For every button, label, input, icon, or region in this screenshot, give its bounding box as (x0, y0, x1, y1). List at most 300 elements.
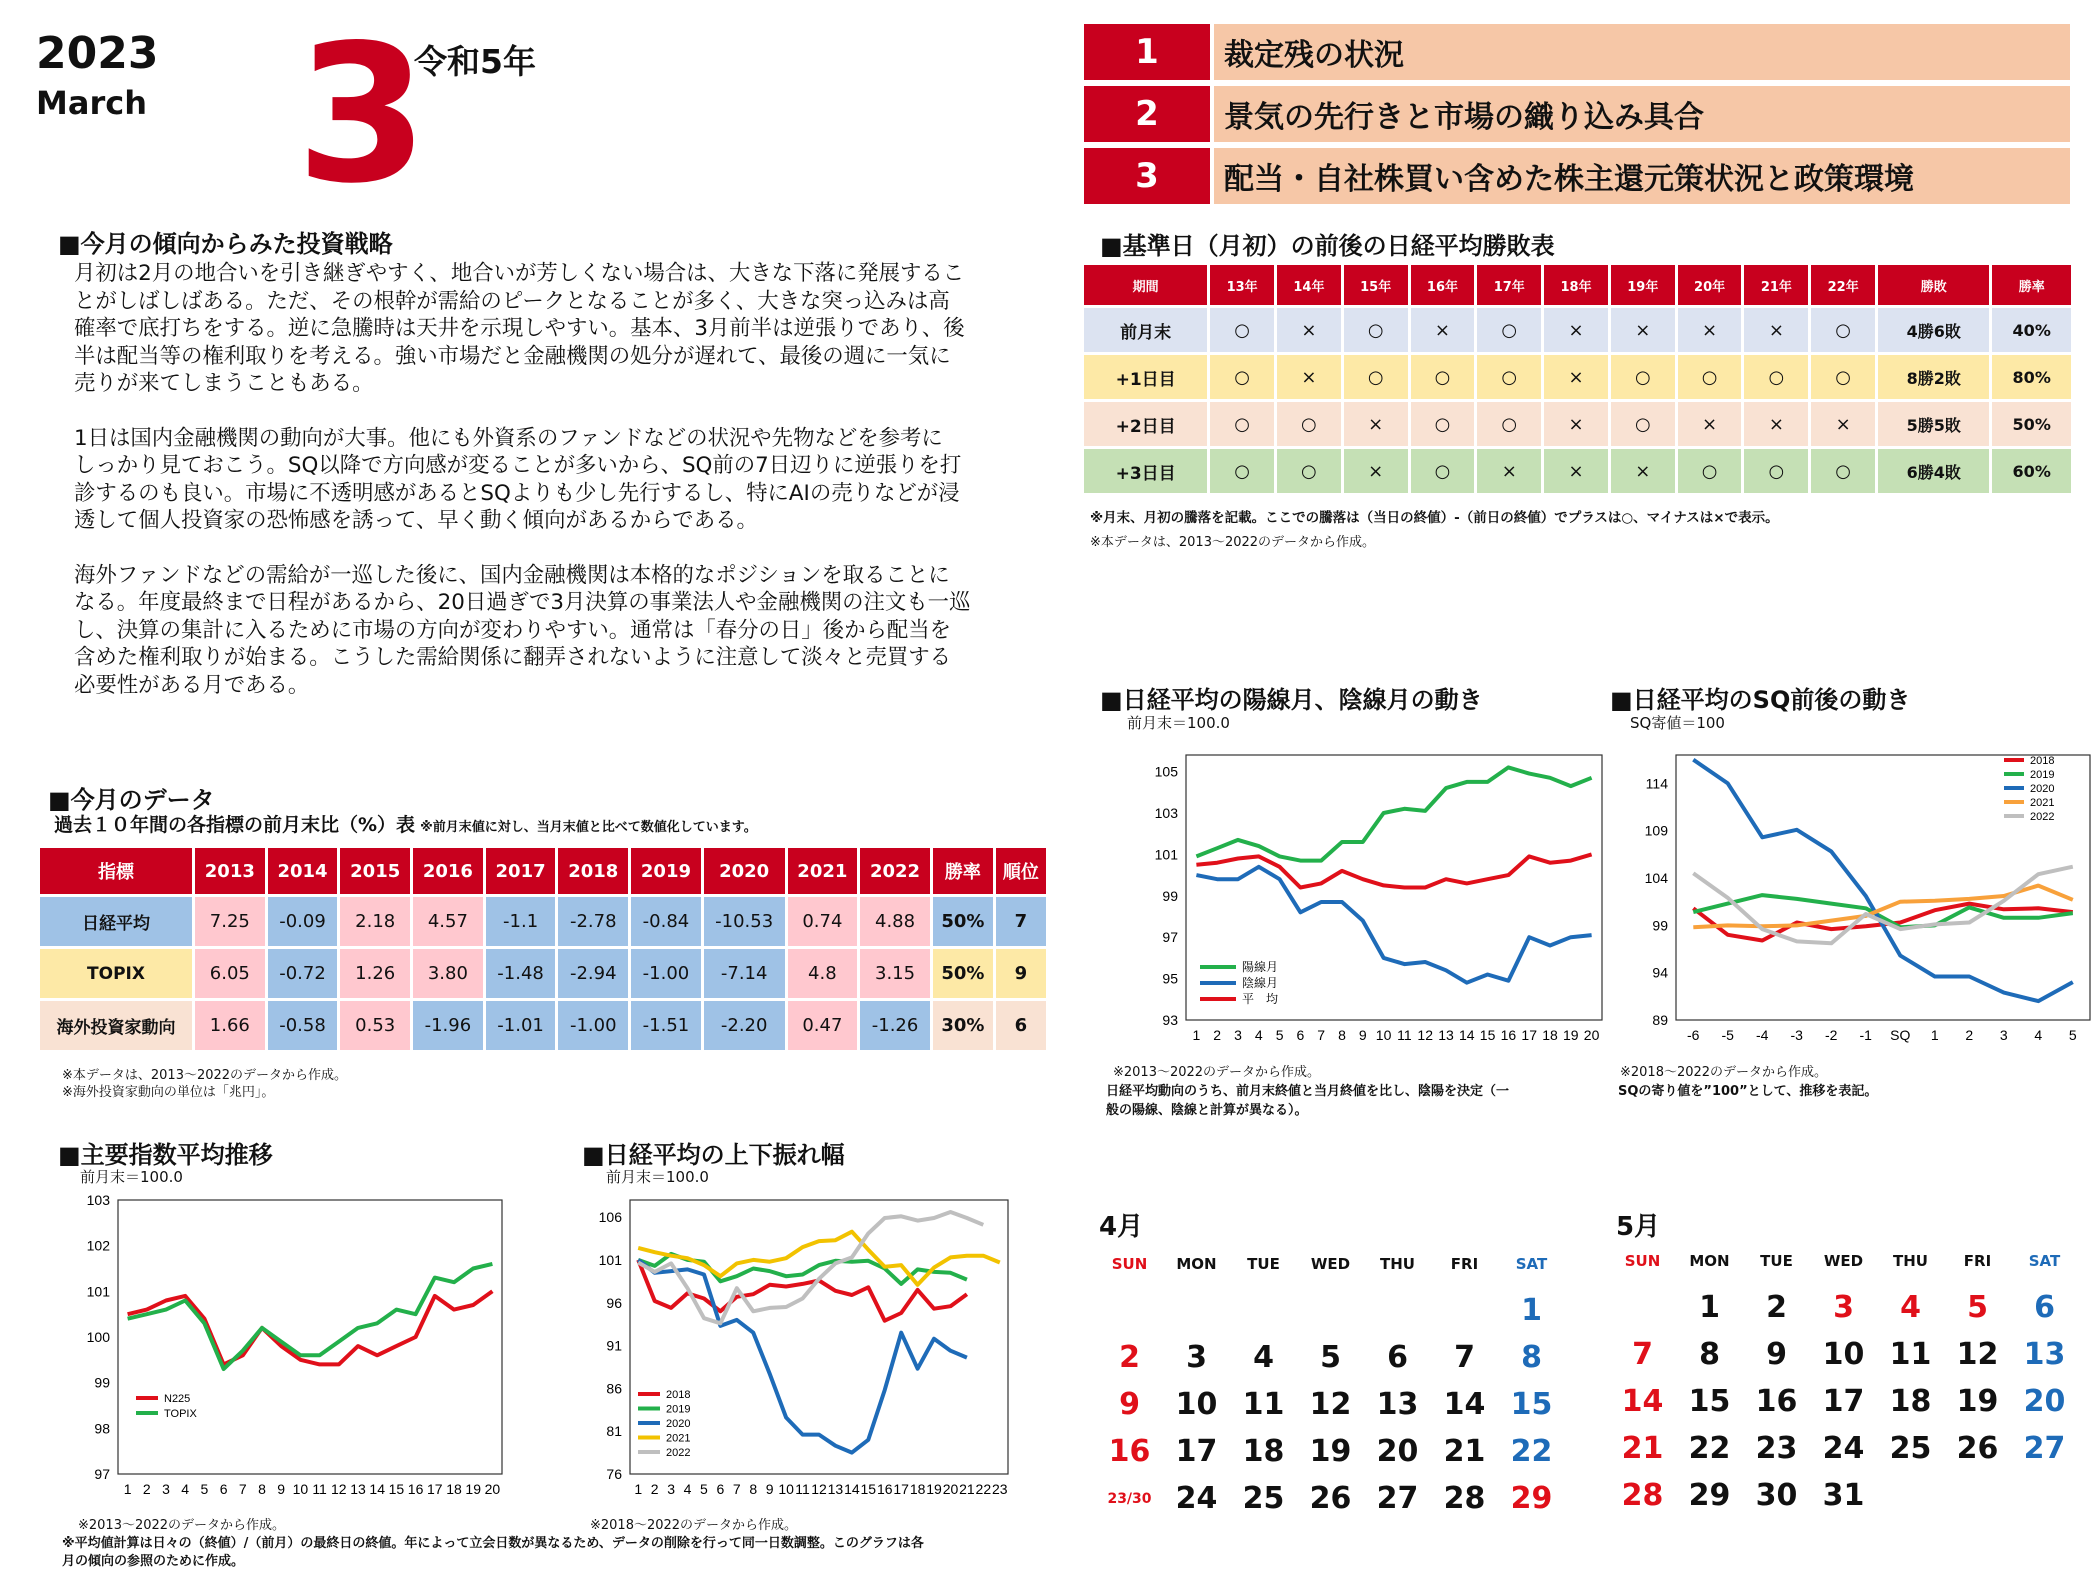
strategy-line: 海外ファンドなどの需給が一巡した後に、国内金融機関は本格的なポジションを取ることに (74, 562, 950, 588)
index-chart (70, 1188, 510, 1508)
x-tick-label: 14 (844, 1481, 860, 1497)
month-data-title: ■今月のデータ (48, 786, 215, 814)
calendar-day: 7 (1632, 1337, 1653, 1372)
result-cell: ○ (1477, 402, 1541, 446)
strategy-line: 透して個人投資家の恐怖感を誘って、早く動く傾向があるからである。 (74, 508, 758, 533)
legend-label: 2021 (666, 1432, 691, 1445)
win-loss-header: 13年 (1210, 265, 1274, 305)
month-data-subtitle: 過去１０年間の各指標の前月末比（%）表 (54, 814, 416, 836)
x-tick-label: 3 (1999, 1027, 2008, 1043)
calendar-empty (2011, 1472, 2078, 1519)
value-cell: -1.00 (558, 1001, 628, 1050)
x-tick-label: 6 (716, 1481, 725, 1497)
yin-yang-chart-note: 日経平均動向のうち、前月末終値と当月終値を比し、陰陽を決定（一 (1106, 1084, 1510, 1099)
strategy-paragraph (74, 425, 1039, 535)
result-cell: ○ (1210, 308, 1274, 352)
x-tick-label: 12 (331, 1481, 347, 1497)
era-year: 令和5年 (414, 42, 536, 81)
x-tick-label: 21 (959, 1481, 975, 1497)
x-tick-label: 1 (1930, 1027, 1939, 1043)
value-cell: -0.84 (631, 897, 701, 946)
data-header: 2016 (413, 848, 483, 894)
y-tick-label: 93 (1162, 1012, 1178, 1028)
strategy-line: とがしばしばある。ただ、その根幹が需給のピークとなることが多く、大きな突っ込みは高 (74, 288, 950, 314)
x-tick-label: 16 (876, 1481, 893, 1497)
x-tick-label: 15 (1479, 1027, 1496, 1043)
value-cell: 1.66 (195, 1001, 265, 1050)
x-tick-label: 13 (350, 1481, 366, 1497)
win-loss-header: 22年 (1811, 265, 1875, 305)
x-tick-label: 14 (1459, 1027, 1475, 1043)
y-tick-label: 89 (1652, 1012, 1668, 1028)
result-cell: × (1678, 402, 1742, 446)
x-tick-label: 3 (667, 1481, 675, 1497)
legend-label: 平 均 (1242, 992, 1279, 1006)
win-loss-row (1084, 355, 2071, 399)
may-title: 5月 (1616, 1212, 1661, 1242)
y-tick-label: 95 (1162, 970, 1178, 987)
calendar-empty (1944, 1472, 2011, 1519)
calendar-day: 16 (1755, 1384, 1798, 1419)
data-header: 指標 (40, 848, 192, 894)
x-tick-label: 20 (942, 1481, 959, 1497)
rate-cell: 40% (1992, 308, 2071, 352)
plot-area (118, 1200, 502, 1474)
x-tick-label: 19 (465, 1481, 481, 1497)
strategy-line: 月初は2月の地合いを引き継ぎやすく、地合いが芳しくない場合は、大きな下落に発展するこ (74, 261, 965, 286)
strategy-paragraph (74, 562, 1039, 700)
result-cell: ○ (1811, 449, 1875, 493)
win-loss-source: ※本データは、2013～2022のデータから作成。 (1090, 535, 1376, 550)
result-cell: ○ (1811, 355, 1875, 399)
calendar-day: 10 (1822, 1337, 1865, 1372)
y-tick-label: 81 (606, 1423, 622, 1440)
x-tick-label: 19 (926, 1481, 942, 1497)
calendar-day: 28 (1621, 1478, 1664, 1513)
calendar-day: 16 (1108, 1434, 1151, 1469)
row-label: +1日目 (1084, 355, 1207, 399)
calendar-day: 8 (1521, 1340, 1542, 1375)
x-tick-label: -2 (1825, 1027, 1838, 1043)
rank-cell: 9 (996, 949, 1046, 998)
x-tick-label: 9 (277, 1481, 286, 1497)
x-tick-label: 23 (991, 1481, 1008, 1497)
strategy-text (74, 260, 1039, 726)
yin-yang-chart-title: ■日経平均の陽線月、陰線月の動き (1100, 686, 1483, 714)
calendar-empty (1609, 1284, 1676, 1331)
x-tick-label: 1 (634, 1481, 643, 1497)
win-rate-cell: 50% (933, 949, 993, 998)
y-tick-label: 97 (1162, 929, 1178, 946)
x-tick-label: 15 (388, 1481, 405, 1497)
result-cell: ○ (1611, 355, 1675, 399)
yin-yang-chart-note-2: 般の陽線、陰線と計算が異なる）。 (1106, 1103, 1308, 1118)
result-cell: × (1344, 402, 1408, 446)
result-cell: × (1744, 308, 1808, 352)
x-tick-label: 11 (1397, 1027, 1412, 1043)
indicator-label: 海外投資家動向 (40, 1001, 192, 1050)
value-cell: -1.01 (486, 1001, 556, 1050)
x-tick-label: 18 (1542, 1027, 1558, 1043)
value-cell: 7.25 (195, 897, 265, 946)
result-cell: ○ (1411, 402, 1475, 446)
calendar-day: 9 (1119, 1387, 1140, 1422)
weekday-header: MON (1176, 1254, 1217, 1273)
x-tick-label: 2 (1965, 1027, 1974, 1043)
y-tick-label: 103 (1154, 804, 1178, 821)
x-tick-label: 16 (407, 1481, 424, 1497)
y-tick-label: 100 (86, 1329, 110, 1345)
win-loss-header: 14年 (1277, 265, 1341, 305)
x-tick-label: 12 (1417, 1027, 1433, 1043)
x-tick-label: 19 (1563, 1027, 1579, 1043)
calendar-day: 14 (1621, 1384, 1664, 1419)
calendar-day: 11 (1242, 1387, 1285, 1422)
value-cell: 4.57 (413, 897, 483, 946)
calendar-day: 2 (1119, 1340, 1140, 1375)
weekday-header: THU (1893, 1251, 1928, 1270)
value-cell: 4.8 (788, 949, 858, 998)
theme-number: 3 (1084, 148, 1210, 204)
calendar-day: 23 (1755, 1431, 1798, 1466)
calendar-day: 13 (1376, 1387, 1419, 1422)
x-tick-label: 9 (1358, 1027, 1367, 1043)
x-tick-label: 7 (238, 1481, 247, 1497)
strategy-line: なる。年度最終まで日程があるから、20日過ぎで3月決算の事業法人や金融機関の注文も一巡 (74, 590, 971, 615)
y-tick-label: 99 (1162, 887, 1178, 904)
value-cell: 4.88 (860, 897, 930, 946)
calendar-day: 18 (1242, 1434, 1285, 1469)
weekday-header: THU (1380, 1254, 1415, 1273)
win-loss-header: 期間 (1084, 265, 1207, 305)
calendar-day: 20 (2023, 1384, 2066, 1419)
value-cell: 3.15 (860, 949, 930, 998)
value-cell: -1.48 (486, 949, 556, 998)
yin-yang-chart-source: ※2013～2022のデータから作成。 (1113, 1065, 1321, 1080)
x-tick-label: -4 (1756, 1027, 1769, 1043)
x-tick-label: 10 (292, 1481, 309, 1497)
calendar-day: 31 (1822, 1478, 1865, 1513)
legend-label: 2022 (666, 1447, 691, 1459)
record-cell: 6勝4敗 (1878, 449, 1989, 493)
record-cell: 4勝6敗 (1878, 308, 1989, 352)
y-tick-label: 99 (1652, 917, 1668, 934)
x-tick-label: 4 (683, 1481, 692, 1497)
calendar-day: 26 (1309, 1481, 1352, 1516)
win-loss-header: 17年 (1477, 265, 1541, 305)
result-cell: × (1744, 402, 1808, 446)
win-loss-table (1081, 262, 2074, 496)
win-loss-header: 15年 (1344, 265, 1408, 305)
strategy-line: 含めた権利取りが始まる。こうした需給関係に翻弄されないように注意して淡々と売買する (74, 645, 952, 670)
calendar-day: 15 (1688, 1384, 1731, 1419)
win-rate-cell: 30% (933, 1001, 993, 1050)
x-tick-label: -3 (1790, 1027, 1803, 1043)
calendar-empty (1431, 1287, 1498, 1334)
y-tick-label: 104 (1644, 870, 1668, 887)
y-tick-label: 97 (94, 1466, 110, 1482)
weekday-header: MON (1689, 1251, 1730, 1270)
x-tick-label: 17 (893, 1481, 909, 1497)
data-header: 2018 (558, 848, 628, 894)
legend-label: 2018 (666, 1389, 691, 1401)
result-cell: ○ (1411, 355, 1475, 399)
sq-chart-subtitle: SQ寄値＝100 (1630, 714, 1725, 732)
calendar-day: 22 (1688, 1431, 1731, 1466)
weekday-header: TUE (1247, 1254, 1280, 1273)
data-header: 2015 (340, 848, 410, 894)
win-loss-row (1084, 402, 2071, 446)
index-chart-subtitle: 前月末＝100.0 (80, 1168, 183, 1186)
calendar-day: 15 (1510, 1387, 1553, 1422)
april-calendar (1096, 1240, 1565, 1522)
rate-cell: 80% (1992, 355, 2071, 399)
y-tick-label: 98 (94, 1420, 110, 1437)
result-cell: × (1544, 308, 1608, 352)
result-cell: ○ (1411, 449, 1475, 493)
value-cell: -7.14 (704, 949, 785, 998)
x-tick-label: 12 (811, 1481, 827, 1497)
legend-label: 陽線月 (1242, 960, 1279, 974)
data-header: 2022 (860, 848, 930, 894)
win-loss-header: 20年 (1678, 265, 1742, 305)
calendar-day: 7 (1454, 1340, 1475, 1375)
legend-label: 2021 (2030, 797, 2055, 809)
value-cell: 0.47 (788, 1001, 858, 1050)
calendar-day: 13 (2023, 1337, 2066, 1372)
result-cell: × (1544, 449, 1608, 493)
win-loss-header: 21年 (1744, 265, 1808, 305)
value-cell: 1.26 (340, 949, 410, 998)
data-header: 勝率 (933, 848, 993, 894)
record-cell: 8勝2敗 (1878, 355, 1989, 399)
x-tick-label: 2 (1213, 1027, 1222, 1043)
month-data-subnote: ※前月末値に対し、当月末値と比べて数値化しています。 (420, 820, 757, 835)
calendar-day: 22 (1510, 1434, 1553, 1469)
y-tick-label: 101 (1154, 846, 1178, 863)
value-cell: -1.96 (413, 1001, 483, 1050)
result-cell: × (1477, 449, 1541, 493)
win-loss-header: 19年 (1611, 265, 1675, 305)
calendar-day: 4 (1900, 1290, 1921, 1325)
y-tick-label: 102 (86, 1237, 110, 1254)
calendar-day: 4 (1253, 1340, 1274, 1375)
yin-yang-chart-subtitle: 前月末＝100.0 (1127, 714, 1230, 732)
month-data-note: ※本データは、2013～2022のデータから作成。 (62, 1068, 348, 1083)
theme-row-2 (1084, 86, 2070, 142)
strategy-line: しっかり見ておこう。SQ以降で方向感が変ることが多いから、SQ前の7日辺りに逆張りを打 (74, 453, 962, 478)
win-loss-header: 16年 (1411, 265, 1475, 305)
value-cell: -0.58 (268, 1001, 338, 1050)
x-tick-label: 5 (200, 1481, 209, 1497)
legend-label: N225 (164, 1393, 191, 1405)
weekday-header: FRI (1963, 1251, 1992, 1270)
value-cell: 0.53 (340, 1001, 410, 1050)
x-tick-label: 10 (1375, 1027, 1392, 1043)
calendar-empty (1163, 1287, 1230, 1334)
x-tick-label: 8 (1338, 1027, 1346, 1043)
result-cell: × (1544, 355, 1608, 399)
value-cell: -0.09 (268, 897, 338, 946)
legend-label: 2019 (666, 1403, 691, 1416)
theme-text: 裁定残の状況 (1214, 24, 2070, 80)
win-loss-title: ■基準日（月初）の前後の日経平均勝敗表 (1100, 232, 1555, 260)
strategy-title: ■今月の傾向からみた投資戦略 (58, 230, 393, 258)
x-tick-label: 18 (909, 1481, 926, 1497)
legend-label: 陰線月 (1242, 976, 1279, 990)
month-data-subtitle-line (54, 810, 757, 837)
calendar-day: 27 (1376, 1481, 1419, 1516)
calendar-day: 9 (1766, 1337, 1787, 1372)
y-tick-label: 91 (606, 1337, 622, 1354)
calendar-day: 30 (1755, 1478, 1798, 1513)
rank-cell: 7 (996, 897, 1046, 946)
y-tick-label: 106 (598, 1209, 622, 1226)
calendar-day: 6 (1387, 1340, 1408, 1375)
weekday-header: WED (1823, 1251, 1864, 1270)
weekday-header: SAT (2028, 1251, 2061, 1270)
y-tick-label: 76 (606, 1466, 622, 1482)
calendar-day: 8 (1699, 1337, 1720, 1372)
x-tick-label: 1 (123, 1481, 132, 1497)
win-loss-header: 18年 (1544, 265, 1608, 305)
x-tick-label: 15 (860, 1481, 877, 1497)
april-title: 4月 (1099, 1212, 1144, 1242)
x-tick-label: 11 (795, 1481, 810, 1497)
calendar-day: 29 (1688, 1478, 1731, 1513)
result-cell: ○ (1277, 449, 1341, 493)
swing-chart-title: ■日経平均の上下振れ幅 (582, 1141, 845, 1169)
calendar-day: 10 (1175, 1387, 1218, 1422)
calendar-day: 5 (1967, 1290, 1988, 1325)
index-chart-note: ※平均値計算は日々の（終値）/（前月）の最終日の終値。年によって立会日数が異なるため、データの削除を行って同一日数調整。このグラフは各 (62, 1536, 924, 1551)
rank-cell: 6 (996, 1001, 1046, 1050)
weekday-header: FRI (1450, 1254, 1479, 1273)
y-tick-label: 101 (86, 1283, 110, 1300)
y-tick-label: 105 (1154, 763, 1178, 780)
legend-label: TOPIX (164, 1408, 197, 1420)
x-tick-label: 5 (700, 1481, 708, 1497)
index-chart-note-2: 月の傾向の参照のために作成。 (62, 1554, 245, 1569)
win-loss-note: ※月末、月初の騰落を記載。ここでの騰落は（当日の終値）-（前日の終値）でプラスは○、マイナスは×で表示。 (1090, 510, 1779, 526)
swing-chart (576, 1188, 1016, 1508)
calendar-day: 1 (1521, 1293, 1542, 1328)
data-header: 2019 (631, 848, 701, 894)
data-row (40, 949, 1046, 998)
calendar-day: 5 (1320, 1340, 1341, 1375)
theme-row-1 (1084, 24, 2070, 80)
weekday-header: SAT (1515, 1254, 1548, 1273)
calendar-day: 2 (1766, 1290, 1787, 1325)
legend-label: 2019 (2030, 769, 2055, 781)
data-header: 2017 (486, 848, 556, 894)
strategy-line: 1日は国内金融機関の動向が大事。他にも外資系のファンドなどの状況や先物などを参考に (74, 425, 943, 451)
x-tick-label: 20 (1583, 1027, 1600, 1043)
result-cell: ○ (1344, 355, 1408, 399)
month-number: 3 (296, 4, 429, 225)
value-cell: 0.74 (788, 897, 858, 946)
x-tick-label: -6 (1687, 1027, 1700, 1043)
legend-label: 2022 (2030, 811, 2055, 823)
value-cell: -0.72 (268, 949, 338, 998)
x-tick-label: 17 (1521, 1027, 1537, 1043)
sq-chart (1618, 735, 2098, 1055)
month-english: March (36, 84, 147, 122)
result-cell: ○ (1210, 355, 1274, 399)
sq-chart-title: ■日経平均のSQ前後の動き (1610, 686, 1911, 714)
x-tick-label: 1 (1192, 1027, 1201, 1043)
value-cell: 2.18 (340, 897, 410, 946)
win-rate-cell: 50% (933, 897, 993, 946)
calendar-day: 25 (1889, 1431, 1932, 1466)
legend-label: 2020 (666, 1418, 691, 1430)
data-row (40, 1001, 1046, 1050)
value-cell: -2.94 (558, 949, 628, 998)
index-chart-source: ※2013～2022のデータから作成。 (78, 1518, 286, 1533)
x-tick-label: 2 (142, 1481, 151, 1497)
weekday-header: SUN (1624, 1251, 1661, 1270)
result-cell: ○ (1678, 449, 1742, 493)
data-header: 2013 (195, 848, 265, 894)
result-cell: ○ (1210, 402, 1274, 446)
calendar-day: 17 (1175, 1434, 1218, 1469)
strategy-line: 売りが来てしまうこともある。 (74, 371, 374, 396)
data-header: 2021 (788, 848, 858, 894)
strategy-line: 半は配当等の権利取りを考える。強い市場だと金融機関の処分が遅れて、最後の週に一気に (74, 343, 951, 369)
x-tick-label: 5 (1275, 1027, 1284, 1043)
x-tick-label: 16 (1500, 1027, 1517, 1043)
legend-label: 2020 (2030, 783, 2055, 795)
x-tick-label: 9 (765, 1481, 774, 1497)
x-tick-label: 18 (446, 1481, 462, 1497)
value-cell: 3.80 (413, 949, 483, 998)
month-data-table (37, 845, 1049, 1053)
result-cell: ○ (1744, 355, 1808, 399)
y-tick-label: 99 (94, 1374, 110, 1391)
calendar-day: 19 (1956, 1384, 1999, 1419)
x-tick-label: 8 (749, 1481, 758, 1497)
calendar-day: 3 (1186, 1340, 1207, 1375)
weekday-header: SUN (1111, 1254, 1148, 1273)
result-cell: ○ (1210, 449, 1274, 493)
calendar-day: 25 (1242, 1481, 1285, 1516)
calendar-day: 29 (1510, 1481, 1553, 1516)
row-label: 前月末 (1084, 308, 1207, 352)
strategy-line: し、決算の集計に入るために市場の方向が変わりやすい。通常は「春分の日」後から配当を (74, 617, 952, 643)
y-tick-label: 94 (1652, 964, 1668, 981)
calendar-day: 24 (1175, 1481, 1218, 1516)
result-cell: × (1678, 308, 1742, 352)
x-tick-label: -1 (1859, 1027, 1872, 1043)
month-data-unit-note: ※海外投資家動向の単位は「兆円」。 (62, 1085, 275, 1100)
strategy-line: 確率で底打ちをする。逆に急騰時は天井を示現しやすい。基本、3月前半は逆張りであり、後 (74, 316, 965, 341)
calendar-day: 6 (2034, 1290, 2055, 1325)
calendar-day: 12 (1309, 1387, 1352, 1422)
year: 2023 (36, 28, 159, 79)
calendar-empty (1096, 1287, 1163, 1334)
row-label: +2日目 (1084, 402, 1207, 446)
x-tick-label: SQ (1890, 1027, 1911, 1043)
calendar-day: 28 (1443, 1481, 1486, 1516)
data-row (40, 897, 1046, 946)
win-loss-header: 勝率 (1992, 265, 2071, 305)
y-tick-label: 109 (1644, 822, 1668, 839)
calendar-day: 12 (1956, 1337, 1999, 1372)
data-header: 2020 (704, 848, 785, 894)
x-tick-label: 3 (162, 1481, 170, 1497)
win-loss-row (1084, 449, 2071, 493)
data-header: 順位 (996, 848, 1046, 894)
